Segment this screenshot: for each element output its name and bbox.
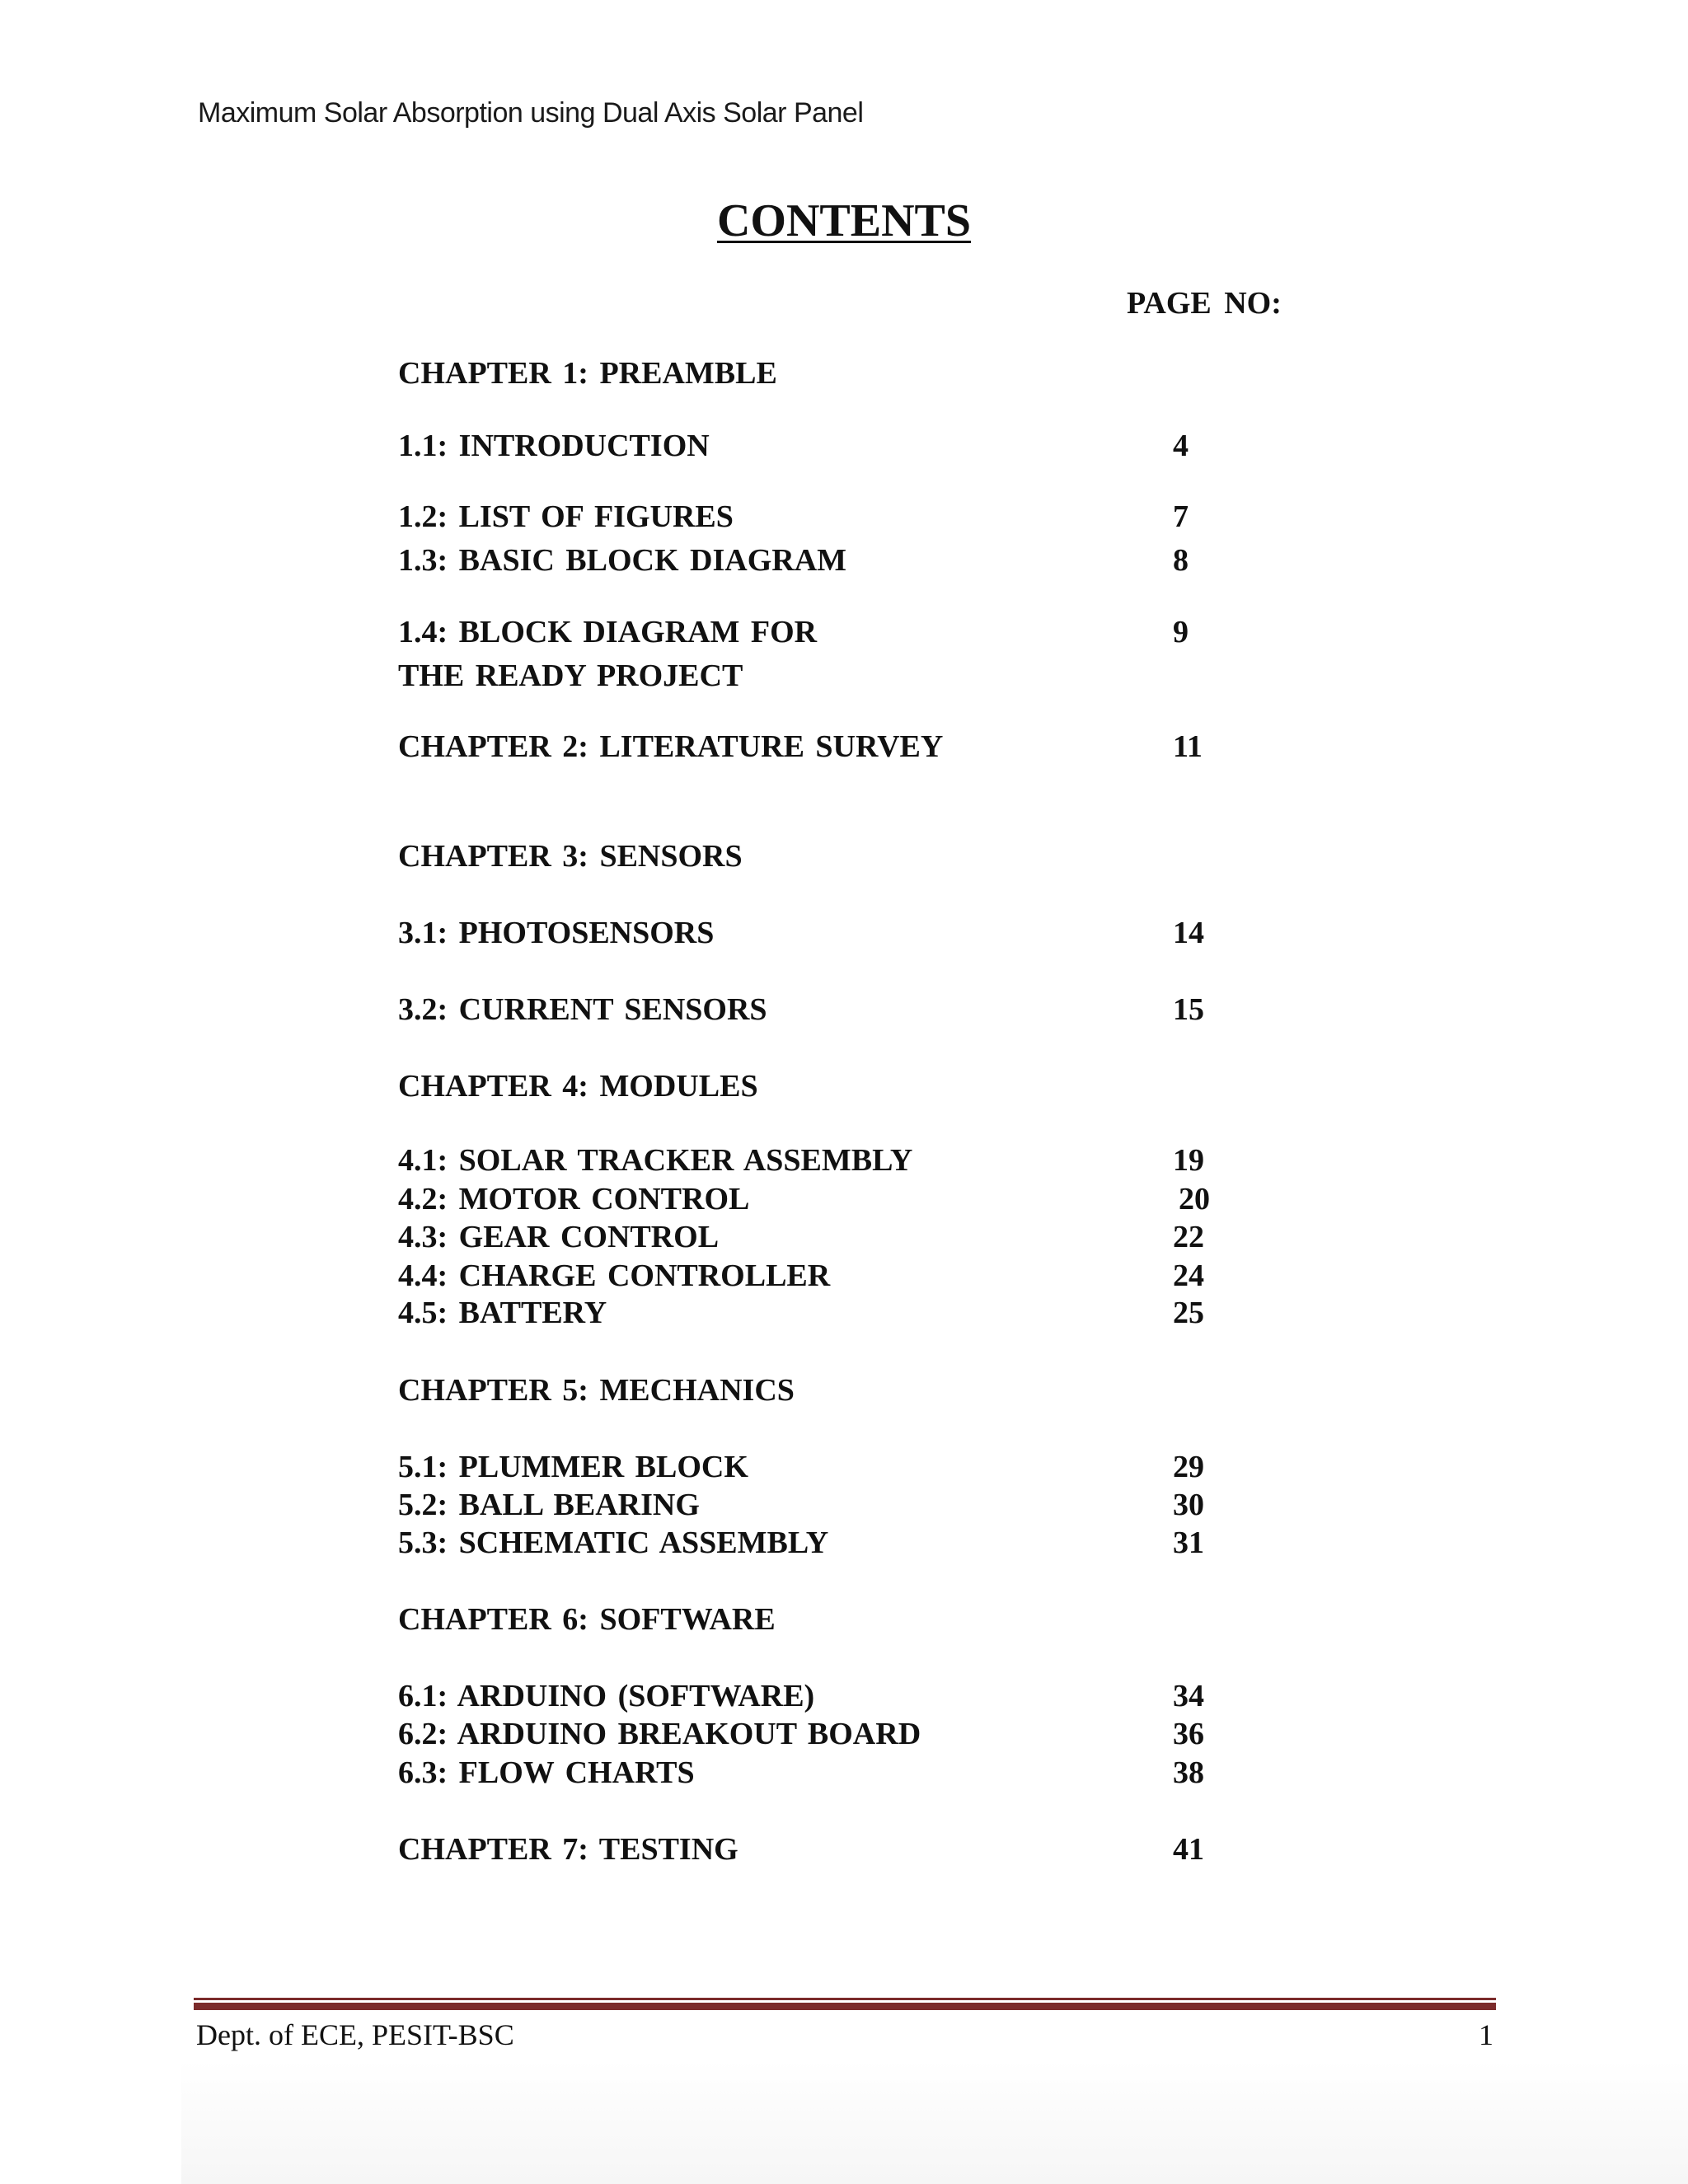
toc-entry [398,1448,1247,1486]
page-number-column-header: PAGE NO: [1127,286,1282,321]
toc-entry-label: 6.2: ARDUINO BREAKOUT BOARD [398,1717,921,1751]
toc-entry [398,914,1247,952]
toc-entry-page: 41 [1173,1832,1204,1867]
toc-entry-label: CHAPTER 1: PREAMBLE [398,356,777,391]
toc-entry-label: 5.3: SCHEMATIC ASSEMBLY [398,1526,829,1560]
toc-entry-page: 7 [1173,499,1189,534]
toc-entry [398,498,1247,536]
toc-entry-label: 5.2: BALL BEARING [398,1488,700,1522]
toc-entry-label: 1.4: BLOCK DIAGRAM FOR [398,615,818,649]
toc-entry [398,1371,1247,1409]
toc-entry-page: 9 [1173,615,1189,649]
toc-entry-page: 20 [1179,1182,1210,1216]
toc-entry-page: 36 [1173,1717,1204,1751]
toc-entry-label: CHAPTER 3: SENSORS [398,839,743,874]
toc-entry-page: 11 [1173,729,1203,764]
toc-entry-page: 29 [1173,1450,1204,1484]
toc-entry-page: 8 [1173,543,1189,578]
page-title: CONTENTS [716,195,972,246]
toc-entry-page: 34 [1173,1679,1204,1713]
toc-entry [398,1180,1247,1218]
toc-entry [398,1715,1247,1753]
toc-entry-label: CHAPTER 6: SOFTWARE [398,1602,776,1637]
running-header: Maximum Solar Absorption using Dual Axis Solar Panel [198,97,864,129]
toc-entry-page: 30 [1173,1488,1204,1522]
toc-entry [398,1294,1247,1332]
toc-entry-label: CHAPTER 5: MECHANICS [398,1373,795,1408]
toc-entry [398,1754,1247,1792]
toc-entry-page: 24 [1173,1258,1204,1293]
toc-entry-label: 4.2: MOTOR CONTROL [398,1182,750,1216]
toc-entry-label: 1.2: LIST OF FIGURES [398,499,734,534]
toc-entry-page: 15 [1173,992,1204,1027]
toc-entry-label: CHAPTER 4: MODULES [398,1069,758,1104]
toc-entry-label: 3.1: PHOTOSENSORS [398,916,715,950]
toc-entry-page: 31 [1173,1526,1204,1560]
toc-entry-label: 6.1: ARDUINO (SOFTWARE) [398,1679,815,1713]
toc-entry-page: 25 [1173,1296,1204,1330]
toc-entry [398,1601,1247,1638]
toc-entry-page: 19 [1173,1143,1204,1178]
toc-entry [398,728,1247,766]
toc-entry-label: THE READY PROJECT [398,658,743,693]
toc-entry-page: 4 [1173,429,1189,463]
toc-entry-label: 6.3: FLOW CHARTS [398,1755,695,1790]
toc-entry [398,1067,1247,1105]
scan-shading [181,2060,1688,2184]
toc-entry [398,541,1247,579]
toc-entry-label: 4.3: GEAR CONTROL [398,1220,720,1254]
toc-entry [398,427,1247,465]
footer-rule-thick [194,2003,1496,2010]
footer-page-number: 1 [1479,2018,1493,2051]
toc-entry-page: 14 [1173,916,1204,950]
toc-entry [398,354,1247,392]
toc-entry [398,1677,1247,1715]
toc-entry-label: 1.3: BASIC BLOCK DIAGRAM [398,543,847,578]
footer-department: Dept. of ECE, PESIT-BSC [196,2018,514,2051]
footer-rule-thin [194,1998,1496,2000]
toc-entry [398,1141,1247,1179]
toc-entry-label: 3.2: CURRENT SENSORS [398,992,767,1027]
toc-entry-label: 4.4: CHARGE CONTROLLER [398,1258,831,1293]
toc-entry [398,991,1247,1029]
toc-entry-label: CHAPTER 2: LITERATURE SURVEY [398,729,944,764]
toc-entry [398,613,1247,651]
toc-entry-label: 1.1: INTRODUCTION [398,429,710,463]
toc-entry-label: CHAPTER 7: TESTING [398,1832,738,1867]
toc-entry-page: 22 [1173,1220,1204,1254]
toc-entry-label: 4.5: BATTERY [398,1296,607,1330]
toc-entry-label: 5.1: PLUMMER BLOCK [398,1450,748,1484]
toc-entry [398,1218,1247,1256]
toc-entry [398,1257,1247,1295]
toc-entry [398,837,1247,875]
toc-entry [398,1830,1247,1868]
toc-entry-page: 38 [1173,1755,1204,1790]
toc-entry [398,1524,1247,1562]
toc-entry [398,657,1247,695]
toc-entry-label: 4.1: SOLAR TRACKER ASSEMBLY [398,1143,913,1178]
toc-entry [398,1486,1247,1524]
